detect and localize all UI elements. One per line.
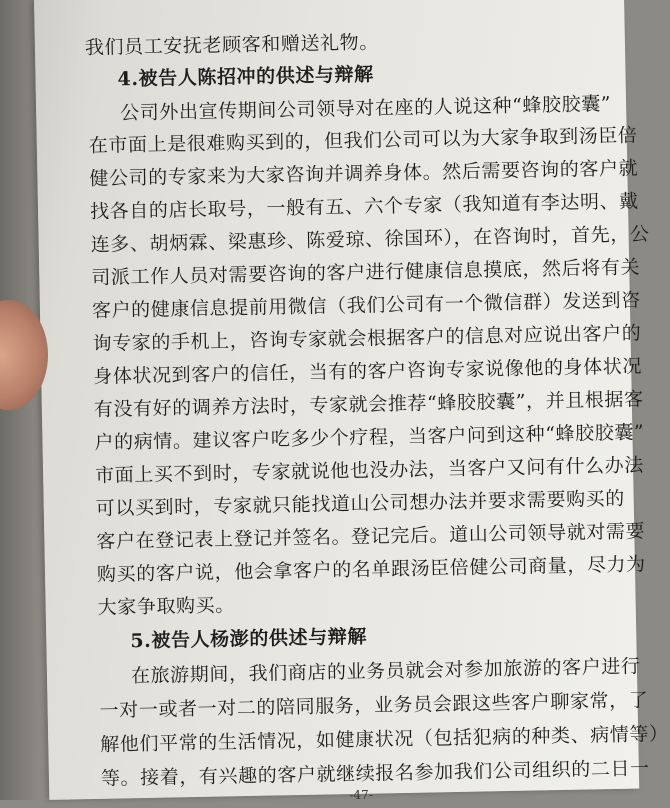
text-line: 我们员工安抚老顾客和赠送礼物。	[84, 31, 380, 60]
text-line: 解他们平常的生活情况，如健康状况（包括犯病的种类、病情等）	[100, 722, 669, 756]
text-line: 找各自的店长取号，一般有五、六个专家（我知道有李达明、戴	[89, 190, 640, 223]
text-line: 大家争取购买。	[97, 594, 236, 619]
text-line: 客户的健康信息提前用微信（我们公司有一个微信群）发送到咨	[91, 289, 641, 322]
text-line: 健公司的专家来为大家咨询并调养身体。然后需要咨询的客户就	[89, 157, 639, 190]
text-line: 连多、胡炳霖、梁惠珍、陈爱琼、徐国环），在咨询时，首先，公	[90, 223, 650, 256]
page-number: -47-	[349, 787, 373, 803]
text-line: 询专家的手机上，咨询专家就会根据客户的信息对应说出客户的	[92, 322, 642, 355]
text-line: 户的病情。建议客户吃多少个疗程，当客户问到这种“蜂胶胶囊”	[94, 421, 645, 454]
text-line: 可以买到时，专家就只能找道山公司想办法并要求需要购买的	[95, 487, 626, 520]
document-page	[34, 0, 669, 803]
text-line: 在市面上是很难购买到的，但我们公司可以为大家争取到汤臣倍	[88, 124, 638, 157]
text-line: 市面上买不到时，专家就说他也没办法，当客户又问有什么办法	[94, 454, 645, 487]
text-line: 身体状况到客户的信任，当有的客户咨询专家说像他的身体状况	[93, 355, 643, 388]
text-line: 购买的客户说，他会拿客户的名单跟汤臣倍健公司商量，尽力为	[96, 553, 646, 586]
section-heading: 4.被告人陈招冲的供述与辩解	[117, 63, 374, 91]
text-line: 司派工作人员对需要咨询的客户进行健康信息摸底，然后将有关	[91, 256, 641, 289]
text-line: 等。接着，有兴趣的客户就继续报名参加我们公司组织的二日一	[100, 757, 650, 790]
section-heading: 5.被告人杨澎的供述与辩解	[130, 625, 368, 653]
text-line: 有没有好的调养方法时，专家就会推荐“蜂胶胶囊”，并且根据客	[93, 388, 644, 421]
text-line: 公司外出宣传期间公司领导对在座的人说这种“蜂胶胶囊”	[119, 92, 612, 125]
text-line: 一对一或者一对二的陪同服务，业务员会跟这些客户聊家常，了	[99, 689, 649, 722]
text-line: 在旅游期间，我们商店的业务员就会对参加旅游的客户进行	[130, 655, 641, 688]
text-line: 客户在登记表上登记并签名。登记完后。道山公司领导就对需要	[96, 520, 646, 553]
